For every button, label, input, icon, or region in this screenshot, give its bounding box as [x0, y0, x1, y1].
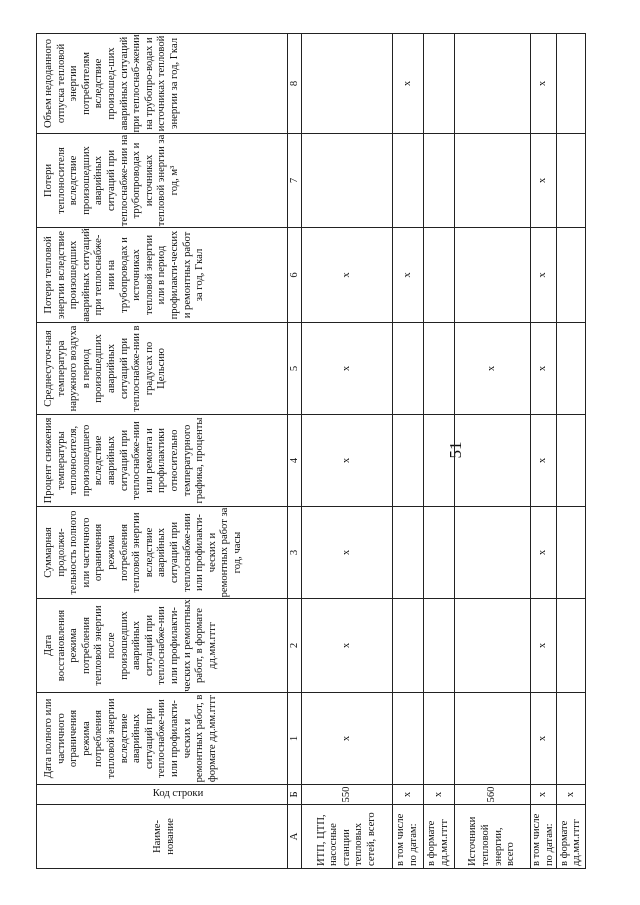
table-cell	[393, 415, 424, 507]
table-cell	[557, 323, 586, 415]
table-cell	[424, 415, 455, 507]
table-row	[393, 34, 424, 869]
table-row	[557, 34, 586, 869]
table-cell	[455, 415, 531, 507]
row-code: х	[424, 785, 455, 805]
table-row	[424, 34, 455, 869]
losses-table	[36, 33, 586, 869]
header-col-3: Суммарная продолжи-тельность полного или частичного ограничения режима потребления тепловой энергии вследствие аварийных ситуаций при теплоснабже-нии или профилакти-ческих и ремонтных работ за год, часы	[37, 507, 288, 599]
table-cell: х	[531, 507, 557, 599]
table-cell	[302, 34, 393, 134]
numbering-cell: 7	[288, 134, 302, 228]
table-cell: х	[393, 34, 424, 134]
table-cell	[424, 134, 455, 228]
header-name: Наиме-нование	[37, 805, 288, 869]
row-code: 550	[302, 785, 393, 805]
numbering-cell: А	[288, 805, 302, 869]
table-cell: х	[531, 228, 557, 323]
table-cell: х	[302, 507, 393, 599]
table-cell	[424, 599, 455, 693]
table-cell	[393, 134, 424, 228]
table-cell	[455, 228, 531, 323]
table-cell	[424, 228, 455, 323]
page-number: 51	[446, 441, 465, 459]
header-col-7: Потери теплоносителя вследствие произошедших аварийных ситуаций при теплоснабже-нии на трубопроводах и источниках тепловой энергии за год, м³	[37, 134, 288, 228]
table-cell: х	[455, 323, 531, 415]
numbering-cell: 3	[288, 507, 302, 599]
row-label: в том числе по датам:	[393, 805, 424, 869]
table-cell	[557, 599, 586, 693]
table-cell	[455, 134, 531, 228]
header-code	[37, 785, 288, 805]
table-cell: х	[531, 34, 557, 134]
table-cell	[557, 693, 586, 785]
rotated-table-container	[36, 34, 583, 869]
table-cell	[424, 34, 455, 134]
row-code: х	[393, 785, 424, 805]
table-cell	[393, 507, 424, 599]
header-col-6: Потери тепловой энергии вследствие произошедших аварийных ситуаций при теплоснабже-нии на трубопроводах и источниках тепловой энергии или в период профилакти-ческих и ремонтных работ за год, Гкал	[37, 228, 288, 323]
row-label: в формате дд.мм.гггг	[557, 805, 586, 869]
numbering-cell: 8	[288, 34, 302, 134]
table-cell: х	[393, 228, 424, 323]
table-cell	[424, 323, 455, 415]
row-label: ИТП, ЦТП, насосные станции тепловых сетей, всего	[302, 805, 393, 869]
table-row	[531, 34, 557, 869]
table-cell: х	[302, 228, 393, 323]
numbering-row	[288, 34, 302, 869]
table-cell	[557, 228, 586, 323]
numbering-cell: Б	[288, 785, 302, 805]
table-row	[302, 34, 393, 869]
numbering-cell: 1	[288, 693, 302, 785]
table-cell: х	[302, 599, 393, 693]
table-cell	[557, 507, 586, 599]
row-code: 560	[455, 785, 531, 805]
header-col-1: Дата полного или частичного ограничения режима потребления тепловой энергии вследствие аварийных ситуаций при теплоснабже-нии или профилакти-ческих и ремонтных работ, в формате дд.мм.гггг	[37, 693, 288, 785]
table-cell: х	[302, 693, 393, 785]
numbering-cell: 2	[288, 599, 302, 693]
table-cell	[455, 34, 531, 134]
table-cell: х	[531, 415, 557, 507]
numbering-cell: 6	[288, 228, 302, 323]
table-cell	[455, 693, 531, 785]
header-col-5: Среднесуточ-ная температура наружного воздуха в период произошедших аварийных ситуаций при теплоснабже-нии в градусах по Цельсию	[37, 323, 288, 415]
table-cell: х	[531, 134, 557, 228]
table-cell: х	[302, 323, 393, 415]
header-col-2: Дата восстановления режима потребления тепловой энергии после произошедших аварийных ситуаций при теплоснабже-нии или профилакти-ческих и ремонтных работ, в формате дд.мм.гггг	[37, 599, 288, 693]
row-code: х	[531, 785, 557, 805]
table-cell	[393, 693, 424, 785]
table-cell	[302, 134, 393, 228]
table-cell: х	[531, 599, 557, 693]
row-label: в том числе по датам:	[531, 805, 557, 869]
table-cell	[393, 599, 424, 693]
table-cell	[557, 34, 586, 134]
table-cell	[557, 134, 586, 228]
table-cell	[557, 415, 586, 507]
table-cell	[455, 507, 531, 599]
header-col-4: Процент снижения температуры теплоносителя, произошедшего вследствие аварийных ситуаций при теплоснабже-нии или ремонта и профилактики относительно температурного графика, проценты	[37, 415, 288, 507]
row-label: в формате дд.мм.гггг	[424, 805, 455, 869]
row-label: Источники тепловой энергии, всего	[455, 805, 531, 869]
table-cell	[393, 323, 424, 415]
header-col-8: Объем недоданного отпуска тепловой энергии потребителям вследствие произошед-ших аварийных ситуаций при теплоснаб-жении на трубопро-водах и источниках тепловой энергии за год, Гкал	[37, 34, 288, 134]
table-cell	[455, 599, 531, 693]
header-row	[37, 34, 288, 869]
table-cell: х	[302, 415, 393, 507]
header-code-label: Код строки	[152, 788, 203, 800]
table-cell: х	[531, 323, 557, 415]
numbering-cell: 4	[288, 415, 302, 507]
row-code: х	[557, 785, 586, 805]
numbering-cell: 5	[288, 323, 302, 415]
table-cell: х	[531, 693, 557, 785]
table-cell	[424, 693, 455, 785]
table-row	[455, 34, 531, 869]
table-cell	[424, 507, 455, 599]
